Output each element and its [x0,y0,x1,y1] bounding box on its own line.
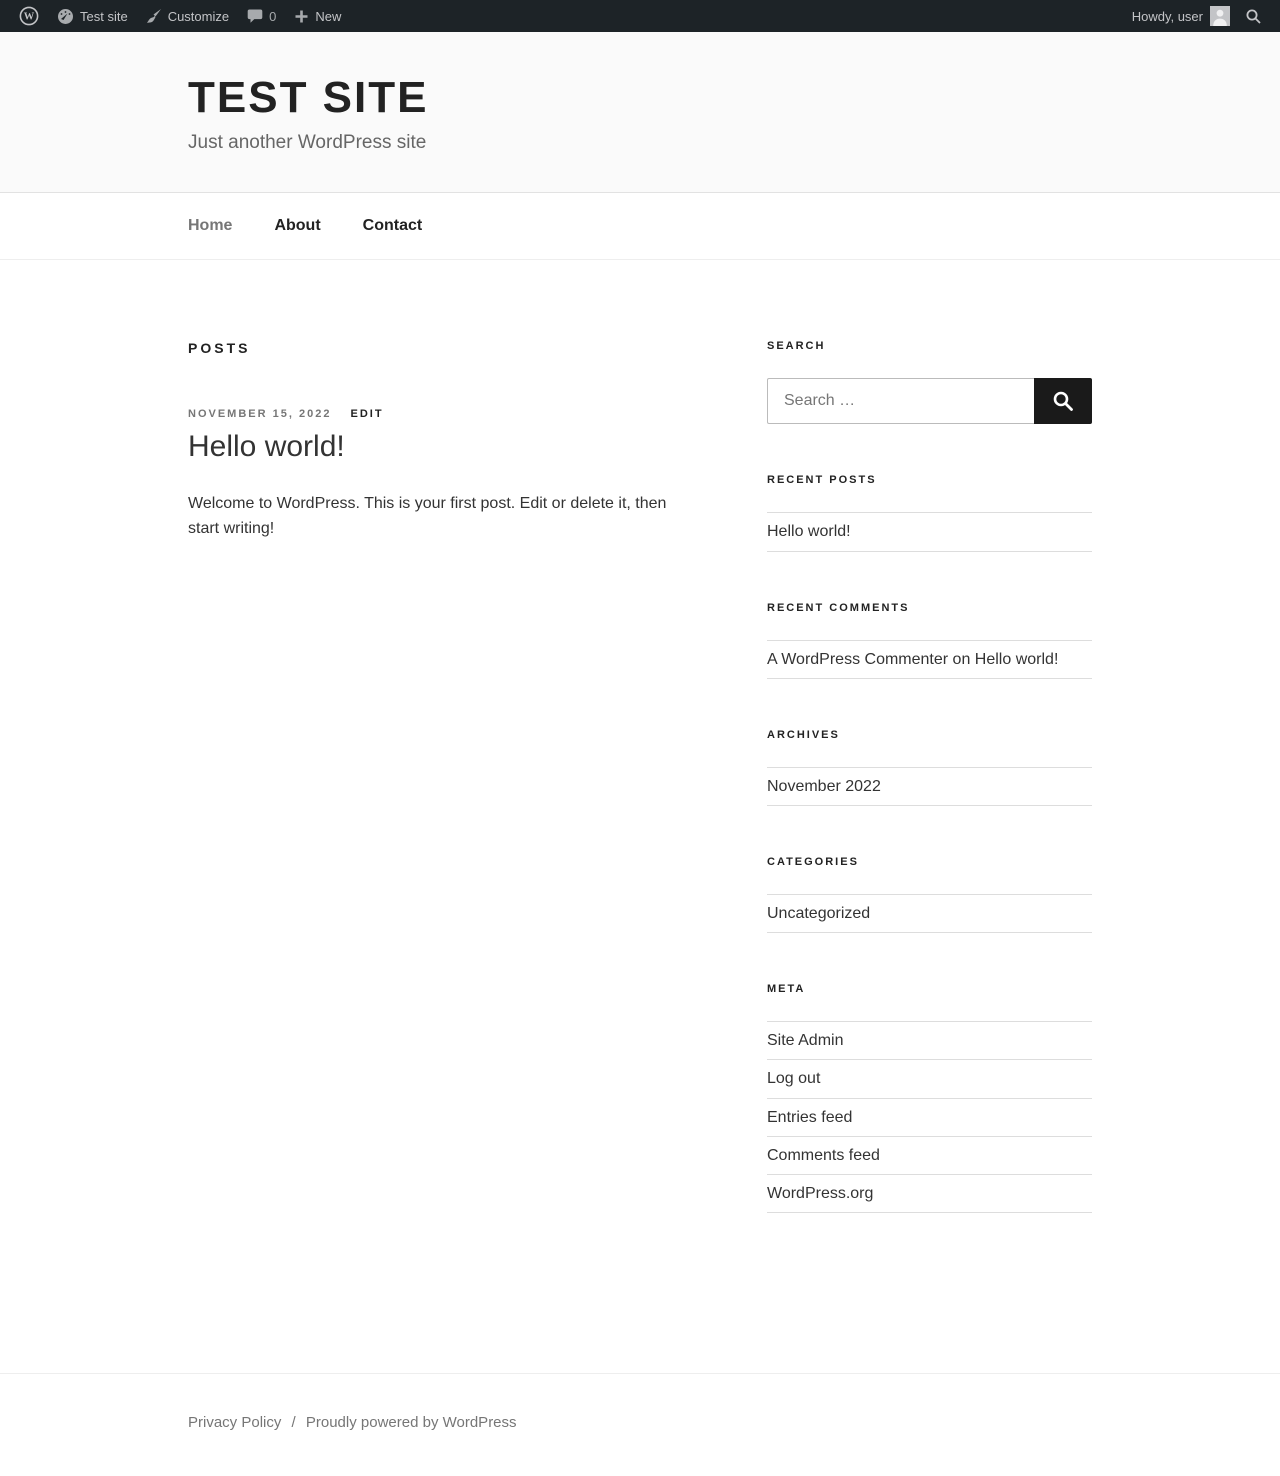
search-input[interactable] [767,378,1034,424]
wordpress-org-link[interactable]: WordPress.org [767,1184,874,1202]
log-out-link[interactable]: Log out [767,1070,821,1088]
admin-bar-new[interactable] [285,0,350,32]
admin-bar-right [1125,0,1270,32]
post-edit-link[interactable]: EDIT [350,408,384,421]
site-content [0,260,1280,1373]
svg-text:W: W [23,11,35,23]
category-item [767,895,1092,933]
comments-feed-link[interactable]: Comments feed [767,1146,880,1164]
wp-logo-button[interactable] [10,0,48,32]
comment-author-link[interactable]: A WordPress Commenter [767,650,949,668]
meta-item [767,1099,1092,1137]
recent-post-link[interactable]: Hello world! [767,523,851,541]
nav-link-contact[interactable]: Contact [362,217,423,235]
post-title [188,428,690,466]
nav-link-about[interactable]: About [274,217,321,235]
powered-by-link[interactable]: Proudly powered by WordPress [305,1414,517,1432]
dashboard-gauge-icon [57,8,74,25]
recent-posts-title: RECENT POSTS [767,474,877,487]
admin-bar-search-button[interactable] [1237,0,1270,32]
admin-bar-site-menu[interactable] [48,0,137,32]
search-widget [767,340,1092,424]
recent-post-item [767,513,1092,551]
nav-link-home[interactable]: Home [188,217,233,235]
archive-item [767,768,1092,806]
admin-bar-left [10,0,350,32]
site-title-link[interactable]: TEST SITE [188,73,429,122]
nav-item [363,217,423,235]
admin-bar-comments[interactable] [238,0,285,32]
meta-item [767,1022,1092,1060]
search-submit-button[interactable] [1034,378,1092,424]
sidebar [767,340,1092,1263]
search-form [767,378,1092,424]
category-link[interactable]: Uncategorized [767,904,871,922]
admin-bar-comment-count: 0 [269,8,277,24]
post-body: Welcome to WordPress. This is your first post. Edit or delete it, then start writing! [188,494,667,537]
archives-title: ARCHIVES [767,728,840,741]
admin-bar-site-name: Test site [80,8,128,24]
site-admin-link[interactable]: Site Admin [767,1032,844,1050]
entries-feed-link[interactable]: Entries feed [767,1108,853,1126]
posts-column [188,340,690,1263]
post-article [188,408,690,541]
page-title: POSTS [188,340,251,357]
plus-icon [294,9,309,24]
site-tagline: Just another WordPress site [188,132,427,154]
meta-item [767,1060,1092,1098]
admin-bar-customize-label: Customize [167,8,230,24]
nav-item [274,217,320,235]
categories-widget [767,856,1092,933]
categories-title: CATEGORIES [767,855,859,868]
comment-bubble-icon [247,8,263,24]
primary-navigation [0,192,1280,260]
admin-bar-new-label: New [315,8,342,24]
user-avatar [1210,6,1230,26]
paintbrush-icon [146,8,162,24]
meta-item [767,1137,1092,1175]
comment-connector: on [952,650,971,668]
wordpress-logo-icon [19,6,39,26]
site-header [0,32,1280,192]
footer-separator: / [291,1414,296,1432]
recent-posts-widget [767,474,1092,551]
admin-bar-customize[interactable] [137,0,238,32]
nav-item [188,217,232,235]
recent-comment-item [767,641,1092,679]
admin-bar-howdy-text: Howdy, user [1131,8,1203,24]
archive-link[interactable]: November 2022 [767,777,881,795]
archives-widget [767,729,1092,806]
search-icon [1051,389,1075,413]
recent-comments-widget [767,602,1092,679]
wp-admin-bar [0,0,1280,32]
post-title-link[interactable]: Hello world! [188,430,345,464]
meta-widget [767,983,1092,1213]
post-meta [188,408,690,420]
post-date-link[interactable]: NOVEMBER 15, 2022 [188,408,332,421]
search-icon [1245,8,1262,25]
meta-title: META [767,983,806,996]
meta-item [767,1175,1092,1213]
site-footer [0,1373,1280,1476]
admin-bar-account-menu[interactable] [1125,6,1237,26]
recent-comments-title: RECENT COMMENTS [767,601,910,614]
search-widget-title: SEARCH [767,340,826,353]
comment-post-link[interactable]: Hello world! [974,650,1059,668]
privacy-policy-link[interactable]: Privacy Policy [188,1414,282,1432]
